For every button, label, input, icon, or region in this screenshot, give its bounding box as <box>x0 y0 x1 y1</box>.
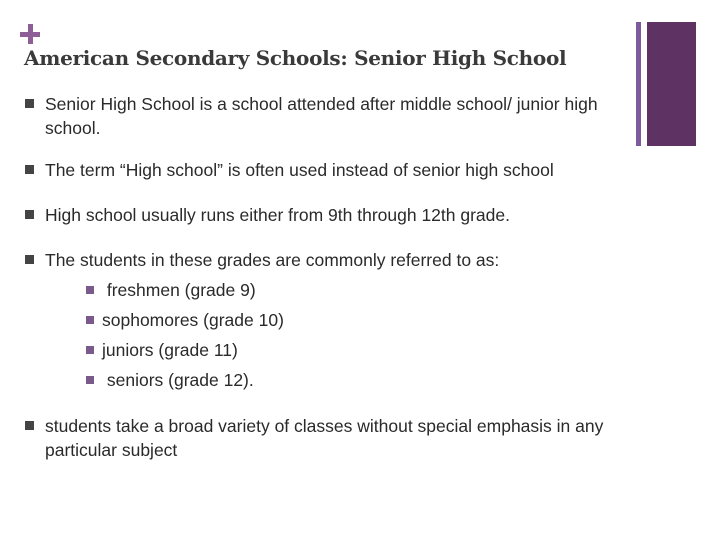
bullet-item <box>24 248 644 272</box>
square-bullet-icon <box>25 99 34 108</box>
bullet-text: The term “High school” is often used instead of senior high school <box>45 160 554 180</box>
accent-bar-block <box>647 22 696 146</box>
sub-bullet-text: sophomores (grade 10) <box>102 310 284 330</box>
bullet-text: Senior High School is a school attended after middle school/ junior high school. <box>45 94 598 138</box>
square-bullet-icon <box>86 346 94 354</box>
bullet-text: High school usually runs either from 9th through 12th grade. <box>45 205 510 225</box>
bullet-text: The students in these grades are commonly referred to as: <box>45 250 500 270</box>
square-bullet-icon <box>25 255 34 264</box>
square-bullet-icon <box>86 286 94 294</box>
bullet-list <box>24 92 644 462</box>
square-bullet-icon <box>25 210 34 219</box>
sub-bullet-text: freshmen (grade 9) <box>102 280 256 300</box>
bullet-text: students take a broad variety of classes without special emphasis in any particular subject <box>45 416 604 460</box>
sub-bullet-item <box>86 278 644 302</box>
plus-icon <box>20 24 42 46</box>
sub-bullet-text: seniors (grade 12). <box>102 370 254 390</box>
bullet-item <box>24 158 644 182</box>
bullet-item <box>24 203 644 227</box>
square-bullet-icon <box>86 376 94 384</box>
sub-bullet-item <box>86 368 644 392</box>
square-bullet-icon <box>86 316 94 324</box>
slide-title: American Secondary Schools: Senior High School <box>24 46 567 70</box>
square-bullet-icon <box>25 165 34 174</box>
sub-bullet-text: juniors (grade 11) <box>102 340 238 360</box>
bullet-item <box>24 414 644 462</box>
sub-bullet-item <box>86 338 644 362</box>
square-bullet-icon <box>25 421 34 430</box>
bullet-item <box>24 92 644 140</box>
sub-bullet-item <box>86 308 644 332</box>
